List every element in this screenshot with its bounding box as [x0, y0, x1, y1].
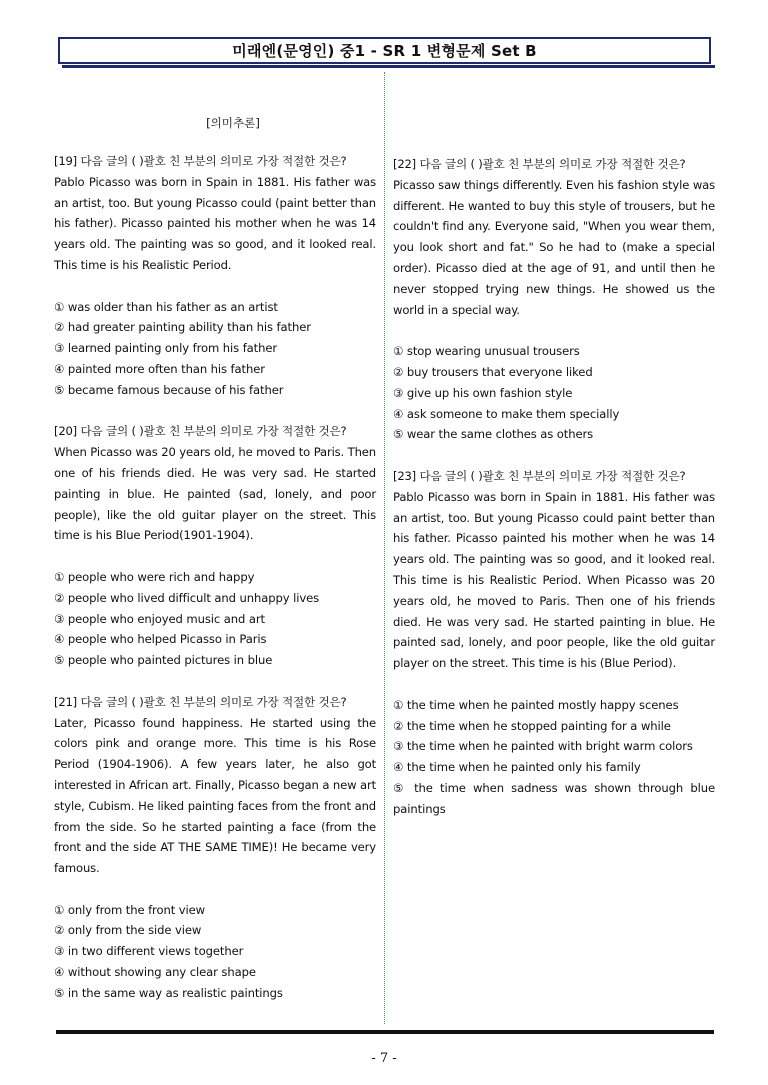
option-3[interactable]: ③ give up his own fashion style: [393, 385, 573, 400]
question-header: [19] 다음 글의 ( )괄호 친 부분의 의미로 가장 적절한 것은?: [54, 154, 347, 168]
question-23: [393, 466, 715, 820]
question-header: [21] 다음 글의 ( )괄호 친 부분의 의미로 가장 적절한 것은?: [54, 694, 347, 709]
option-2[interactable]: ② the time when he stopped painting for a while: [393, 718, 671, 733]
option-1[interactable]: ① people who were rich and happy: [54, 569, 255, 584]
question-22: [393, 154, 715, 466]
option-3[interactable]: ③ people who enjoyed music and art: [54, 611, 265, 626]
option-1[interactable]: ① the time when he painted mostly happy scenes: [393, 697, 679, 712]
option-5[interactable]: ⑤ people who painted pictures in blue: [54, 653, 273, 668]
option-5[interactable]: ⑤ in the same way as realistic paintings: [54, 985, 283, 1000]
question-passage: When Picasso was 20 years old, he moved to Paris. Then one of his friends died. He was very sad. He started painting in blue. He painted (sad, lonely, and poor people), like the old guitar player on the street. This time is his Blue Period(1901-1904).: [54, 445, 376, 543]
option-2[interactable]: ② people who lived difficult and unhappy lives: [54, 590, 320, 605]
question-passage: Picasso saw things differently. Even his fashion style was different. He wanted to buy this style of trousers, but he couldn't find any. Everyone said, "When you wear them, you look short and fat." So he had to (make a special order). Picasso died at the age of 91, and until then he never stopped trying new things. He showed us the world in a special way.: [393, 177, 715, 317]
option-4[interactable]: ④ without showing any clear shape: [54, 965, 256, 980]
title-box-shadow: [62, 65, 715, 68]
option-4[interactable]: ④ people who helped Picasso in Paris: [54, 632, 267, 647]
option-4[interactable]: ④ ask someone to make them specially: [393, 406, 620, 421]
option-5[interactable]: ⑤ wear the same clothes as others: [393, 427, 594, 442]
question-passage: Pablo Picasso was born in Spain in 1881. His father was an artist, too. But young Picasso could paint better than his father. Picasso painted his mother when he was 14 years old. The painting was so good, and it looked real. This time is his Realistic Period. When Picasso was 20 years old, he moved to Paris. Then one of his friends died. He was very sad. He started painting in blue. He painted sad, lonely, and poor people, like the old guitar player on the street. This time is his (Blue Period).: [393, 489, 715, 671]
option-2[interactable]: ② only from the side view: [54, 923, 202, 938]
option-1[interactable]: ① stop wearing unusual trousers: [393, 344, 580, 359]
option-1[interactable]: ① only from the front view: [54, 902, 206, 917]
question-header: [20] 다음 글의 ( )괄호 친 부분의 의미로 가장 적절한 것은?: [54, 424, 347, 439]
option-4[interactable]: ④ painted more often than his father: [54, 361, 265, 376]
page-number: - 7 -: [371, 1051, 397, 1066]
bottom-rule: [56, 1030, 714, 1034]
column-divider: [384, 72, 385, 1024]
header-title-box: [58, 37, 711, 64]
option-5[interactable]: ⑤ the time when sadness was shown through blue paintings: [393, 780, 715, 816]
question-passage: Pablo Picasso was born in Spain in 1881. His father was an artist, too. But young Picasso could (paint better than his father). Picasso painted his mother when he was 14 years old. The painting was so good, and it looked real. This time is his Realistic Period.: [54, 174, 376, 272]
option-2[interactable]: ② buy trousers that everyone liked: [393, 364, 593, 379]
option-3[interactable]: ③ learned painting only from his father: [54, 341, 278, 356]
question-20: [54, 421, 376, 691]
page-title: 미래엔(문영인) 중1 - SR 1 변형문제 Set B: [232, 42, 537, 60]
option-3[interactable]: ③ in two different views together: [54, 944, 244, 959]
question-21: [54, 692, 376, 1004]
section-tag: [의미추론]: [206, 116, 260, 130]
option-5[interactable]: ⑤ became famous because of his father: [54, 382, 284, 397]
question-header: [22] 다음 글의 ( )괄호 친 부분의 의미로 가장 적절한 것은?: [393, 157, 686, 171]
option-1[interactable]: ① was older than his father as an artist: [54, 299, 278, 314]
option-4[interactable]: ④ the time when he painted only his family: [393, 760, 641, 775]
question-header: [23] 다음 글의 ( )괄호 친 부분의 의미로 가장 적절한 것은?: [393, 468, 686, 483]
question-19: [54, 151, 376, 421]
option-3[interactable]: ③ the time when he painted with bright warm colors: [393, 739, 693, 754]
right-column: [393, 154, 715, 820]
question-passage: Later, Picasso found happiness. He started using the colors pink and orange more. This time is his Rose Period (1904-1906). A few years later, he also got interested in African art. Finally, Picasso began a new art style, Cubism. He liked painting faces from the front and from the side. So he started painting a face (from the front and the side AT THE SAME TIME)! He became very famous.: [54, 715, 376, 876]
option-2[interactable]: ② had greater painting ability than his father: [54, 320, 311, 335]
left-column: [54, 116, 376, 1004]
